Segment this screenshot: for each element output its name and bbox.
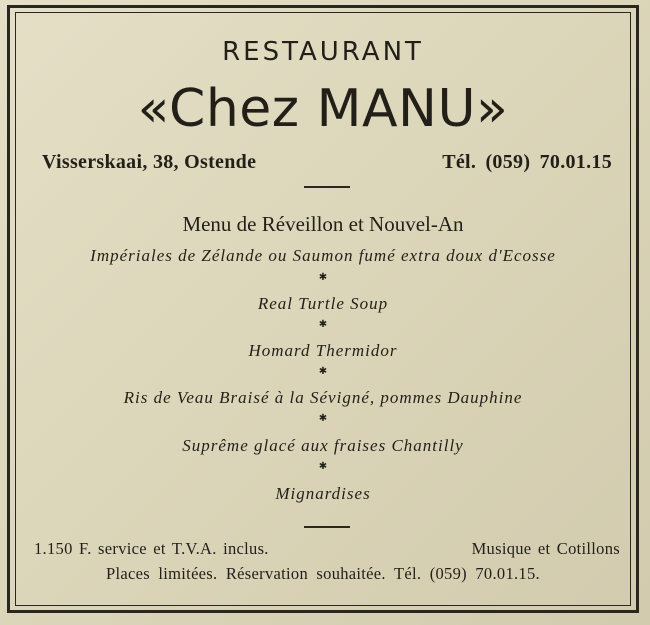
restaurant-name: «Chez MANU» — [137, 79, 509, 139]
menu-title: Menu de Réveillon et Nouvel-An — [182, 212, 464, 236]
booking-note: Places limitées. Réservation souhaitée. Tél. (059) 70.01.15. — [106, 564, 540, 583]
price-note: 1.150 F. service et T.V.A. inclus. — [34, 539, 269, 558]
restaurant-address: Visserskaai, 38, Ostende — [42, 151, 257, 173]
menu-course-2: Real Turtle Soup — [257, 294, 389, 313]
entertainment-note: Musique et Cotillons — [471, 539, 620, 558]
separator-star-icon: ✱ — [318, 366, 328, 377]
separator-star-icon: ✱ — [318, 413, 328, 424]
separator-star-icon: ✱ — [318, 319, 328, 330]
menu-course-5: Suprême glacé aux fraises Chantilly — [182, 436, 464, 455]
menu-course-4: Ris de Veau Braisé à la Sévigné, pommes Dauphine — [123, 388, 523, 407]
menu-course-1: Impériales de Zélande ou Saumon fumé extra doux d'Ecosse — [90, 246, 556, 265]
separator-star-icon: ✱ — [318, 461, 328, 472]
divider-top — [304, 186, 350, 188]
menu-course-6: Mignardises — [275, 484, 371, 503]
restaurant-advertisement — [16, 13, 630, 605]
restaurant-phone: Tél. (059) 70.01.15 — [442, 151, 612, 173]
restaurant-label: RESTAURANT — [222, 37, 424, 67]
separator-star-icon: ✱ — [318, 272, 328, 283]
menu-course-3: Homard Thermidor — [248, 341, 398, 360]
divider-bottom — [304, 526, 350, 528]
